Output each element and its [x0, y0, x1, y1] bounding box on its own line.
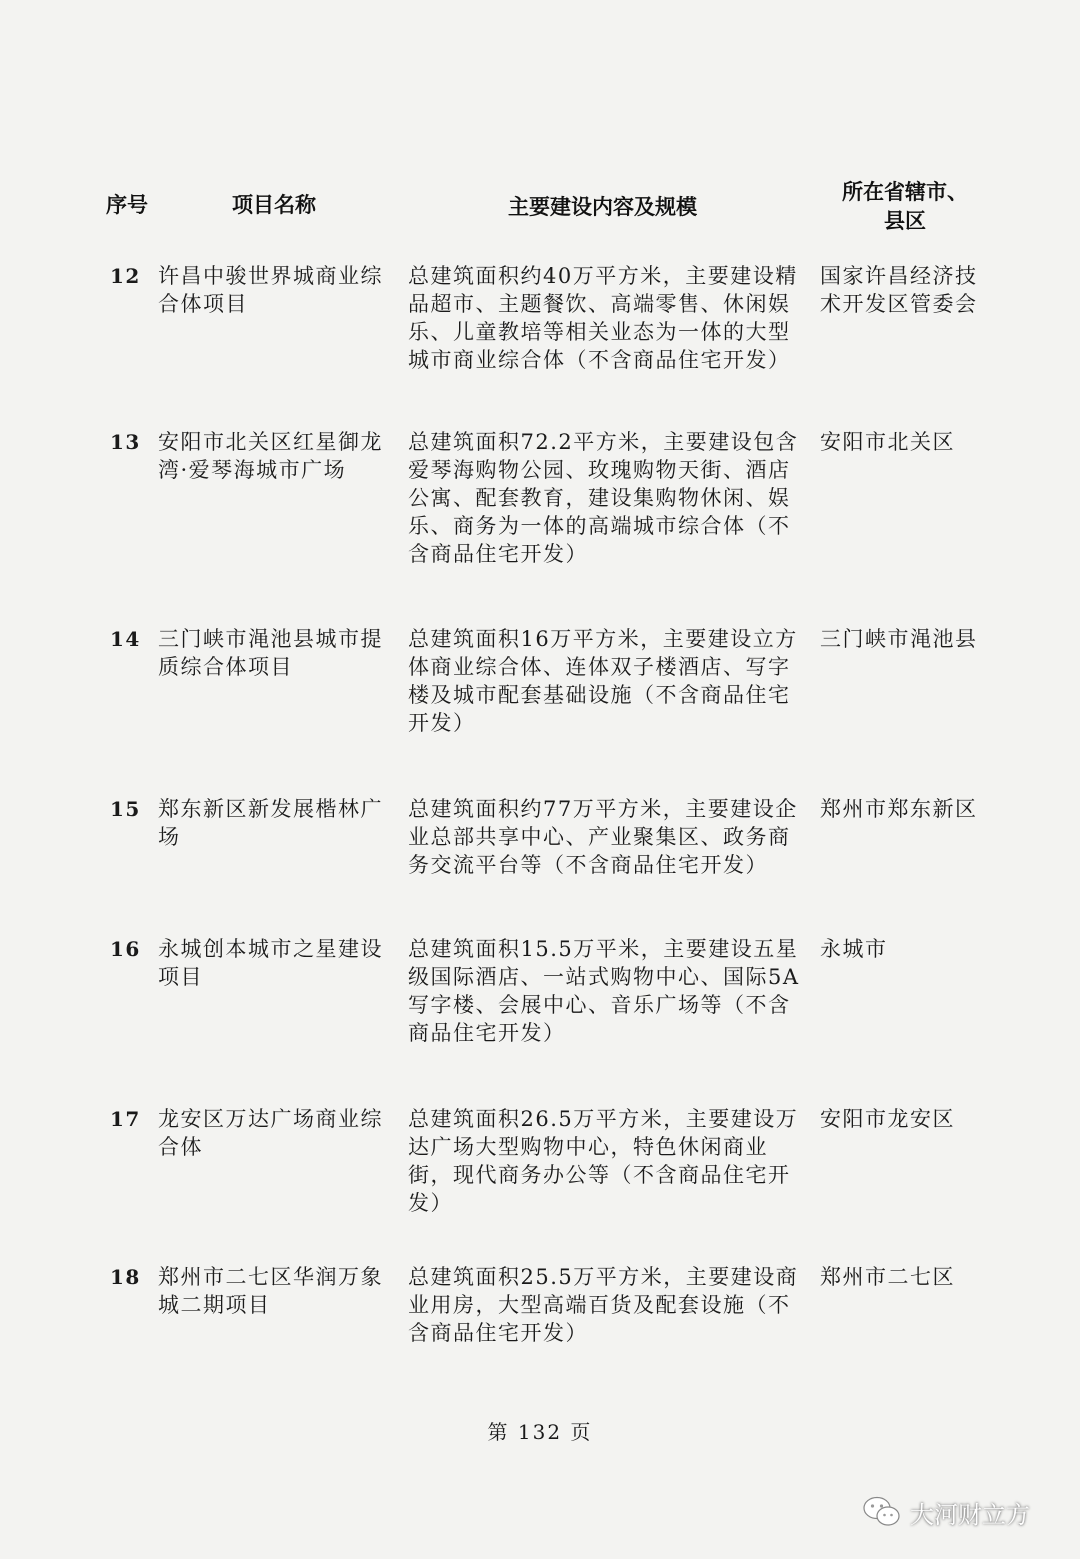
row-location: 永城市: [820, 937, 888, 961]
row-location: 安阳市龙安区: [820, 1107, 955, 1131]
row-content: 总建筑面积16万平方米，主要建设立方体商业综合体、连体双子楼酒店、写字楼及城市配套基础设施（不含商品住宅开发）: [408, 627, 798, 735]
row-location: 郑州市郑东新区: [820, 797, 978, 821]
row-seq: 18: [110, 1265, 141, 1289]
row-project-name: 郑州市二七区华润万象城二期项目: [158, 1265, 383, 1317]
row-project-name: 永城创本城市之星建设项目: [158, 937, 383, 989]
row-seq: 15: [110, 797, 141, 821]
row-location: 郑州市二七区: [820, 1265, 955, 1289]
page-number: 第 132 页: [487, 1420, 593, 1444]
row-location: 三门峡市渑池县: [820, 627, 978, 651]
header-location-line2: 县区: [884, 209, 926, 233]
header-location: [820, 178, 990, 236]
row-location: 国家许昌经济技术开发区管委会: [820, 264, 978, 316]
row-content: 总建筑面积25.5万平方米，主要建设商业用房，大型高端百货及配套设施（不含商品住宅开发）: [408, 1265, 799, 1345]
row-project-name: 许昌中骏世界城商业综合体项目: [158, 264, 383, 316]
row-content: 总建筑面积15.5万平米，主要建设五星级国际酒店、一站式购物中心、国际5A写字楼、会展中心、音乐广场等（不含商品住宅开发）: [408, 937, 800, 1045]
row-seq: 16: [110, 937, 141, 961]
row-seq: 17: [110, 1107, 141, 1131]
watermark: [862, 1492, 1030, 1532]
header-seq: 序号: [106, 193, 148, 217]
row-content: 总建筑面积26.5万平方米，主要建设万达广场大型购物中心，特色休闲商业街，现代商务办公等（不含商品住宅开发）: [408, 1107, 799, 1215]
row-project-name: 三门峡市渑池县城市提质综合体项目: [158, 627, 383, 679]
row-project-name: 郑东新区新发展楷林广场: [158, 797, 383, 849]
header-location-line1: 所在省辖市、: [842, 180, 968, 204]
watermark-text: 大河财立方: [910, 1500, 1030, 1529]
header-content: 主要建设内容及规模: [508, 195, 697, 219]
row-seq: 12: [110, 264, 141, 288]
row-seq: 13: [110, 430, 141, 454]
row-location: 安阳市北关区: [820, 430, 955, 454]
row-seq: 14: [110, 627, 141, 651]
row-content: 总建筑面积约77万平方米，主要建设企业总部共享中心、产业聚集区、政务商务交流平台等（不含商品住宅开发）: [408, 797, 798, 877]
row-content: 总建筑面积约40万平方米，主要建设精品超市、主题餐饮、高端零售、休闲娱乐、儿童教培等相关业态为一体的大型城市商业综合体（不含商品住宅开发）: [408, 264, 798, 372]
row-content: 总建筑面积72.2平方米，主要建设包含爱琴海购物公园、玫瑰购物天街、酒店公寓、配套教育，建设集购物休闲、娱乐、商务为一体的高端城市综合体（不含商品住宅开发）: [408, 430, 799, 566]
row-project-name: 龙安区万达广场商业综合体: [158, 1107, 383, 1159]
row-project-name: 安阳市北关区红星御龙湾·爱琴海城市广场: [158, 430, 383, 482]
wechat-icon: [862, 1495, 902, 1529]
header-name: 项目名称: [232, 193, 316, 217]
